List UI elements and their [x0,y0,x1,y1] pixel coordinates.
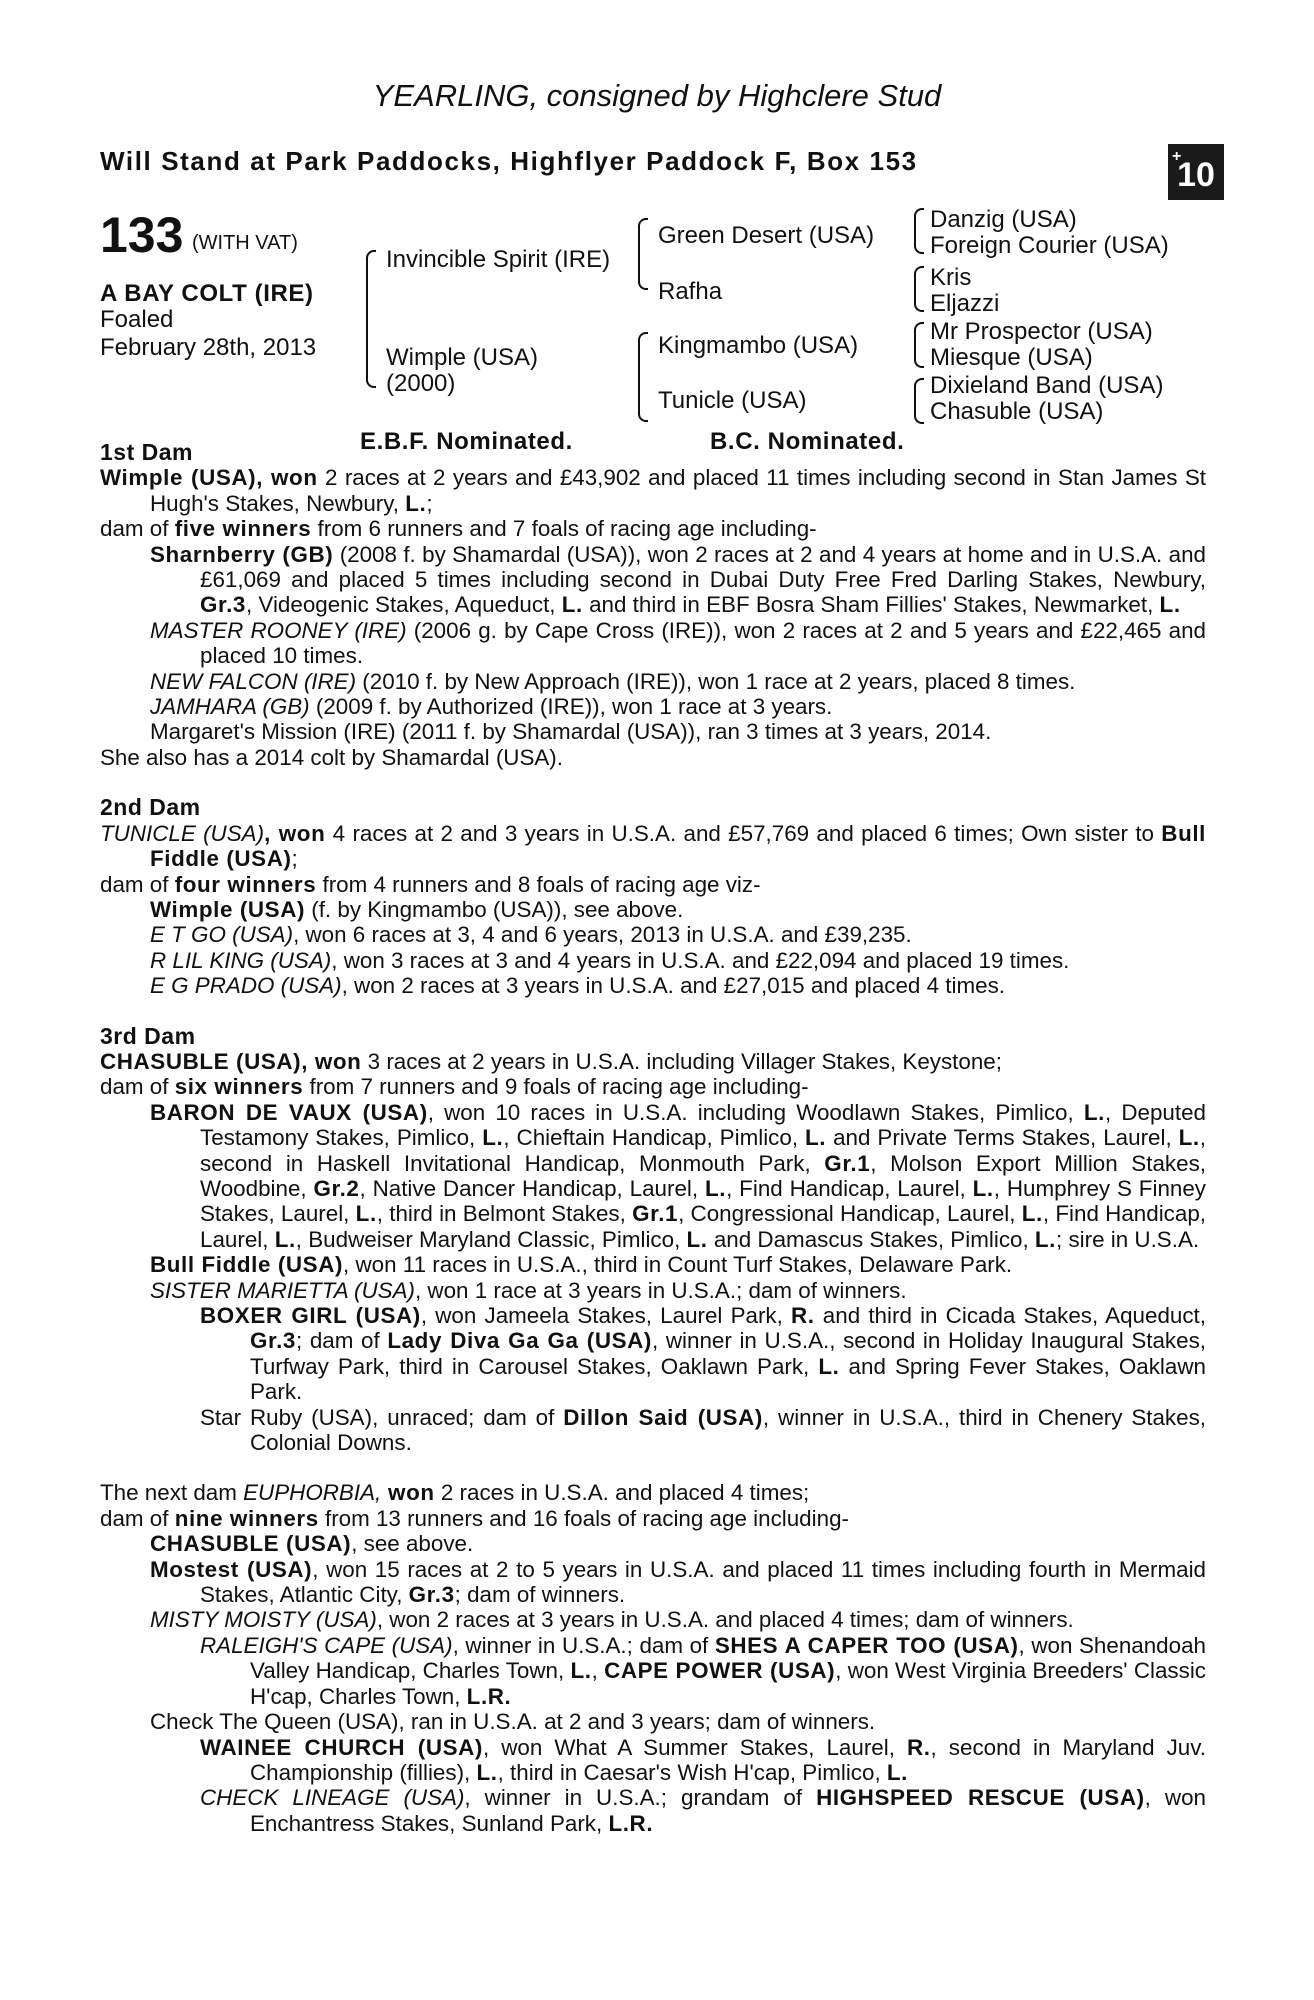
pedigree-sire-sire: Green Desert (USA) [658,222,875,249]
progeny-entry: WAINEE CHURCH (USA), won What A Summer Stakes, Laurel, R., second in Maryland Juv. Championship (fillies), L., third in Caesar's Wish H'cap, Pimlico, L. [200,1734,1206,1785]
progeny-entry: BOXER GIRL (USA), won Jameela Stakes, Laurel Park, R. and third in Cicada Stakes, Aqueduct, Gr.3; dam of Lady Diva Ga Ga (USA), winner in U.S.A., second in Holiday Inaugural Stakes, Turfway Park, third in Carousel Stakes, Oaklawn Park, L. and Spring Fever Stakes, Oaklawn Park. [200,1303,1206,1405]
progeny-entry: Mostest (USA), won 15 races at 2 to 5 years in U.S.A. and placed 11 times including fourth in Mermaid Stakes, Atlantic City, Gr.3; dam of winners. [150,1556,1207,1608]
pedigree-dam-sire: Kingmambo (USA) [658,332,859,359]
progeny-entry: NEW FALCON (IRE) (2010 f. by New Approach (IRE)), won 1 race at 2 years, placed 8 times. [150,668,1076,694]
pedigree-sire-dam: Rafha [658,278,723,305]
horse-name: SHES A CAPER TOO (USA) [714,1632,1019,1658]
bracket-dam-line [638,332,648,422]
section-heading: 2nd Dam [100,794,201,821]
progeny-entry: Wimple (USA) (f. by Kingmambo (USA)), see above. [150,896,684,922]
progeny-entry: MISTY MOISTY (USA), won 2 races at 3 years in U.S.A. and placed 4 times; dam of winners. [150,1607,1074,1633]
progeny-entry: RALEIGH'S CAPE (USA), winner in U.S.A.; dam of SHES A CAPER TOO (USA), won Shenandoah Valley Handicap, Charles Town, L., CAPE POWER (USA), won West Virginia Breeders' Classic H'cap, Charles Town, L.R. [200,1632,1206,1709]
won-label: , won [264,820,326,846]
horse-name: TUNICLE (USA) [100,820,265,846]
logo-text: 10 [1177,156,1215,194]
progeny-entry: Star Ruby (USA), unraced; dam of Dillon Said (USA), winner in U.S.A., third in Chenery Stakes, Colonial Downs. [200,1404,1206,1456]
progeny-entry: CHECK LINEAGE (USA), winner in U.S.A.; grandam of HIGHSPEED RESCUE (USA), won Enchantress Stakes, Sunland Park, L.R. [200,1785,1206,1836]
horse-name: MASTER ROONEY (IRE) [150,617,407,643]
progeny-entry: MASTER ROONEY (IRE) (2006 g. by Cape Cross (IRE)), won 2 races at 2 and 5 years and £22,465 and placed 10 times. [150,617,1207,669]
dam-record: The next dam EUPHORBIA, won 2 races in U.S.A. and placed 4 times; [100,1480,810,1506]
progeny-entry: BARON DE VAUX (USA), won 10 races in U.S.A. including Woodlawn Stakes, Pimlico, L., Deputed Testamony Stakes, Pimlico, L., Chieftain Handicap, Pimlico, L. and Private Terms Stakes, Laurel, L., second in Haskell Invitational Handicap, Monmouth Park, Gr.1, Molson Export Million Stakes, Woodbine, Gr.2, Native Dancer Handicap, Laurel, L., Find Handicap, Laurel, L., Humphrey S Finney Stakes, Laurel, L., third in Belmont Stakes, Gr.1, Congressional Handicap, Laurel, L., Find Handicap, Laurel, L., Budweiser Maryland Classic, Pimlico, L. and Damascus Stakes, Pimlico, L.; sire in U.S.A. [150,1099,1206,1252]
horse-name: E G PRADO (USA) [150,973,342,999]
pedigree-gg: Kris [930,264,972,291]
section-heading: 1st Dam [100,439,193,465]
lot-description: A BAY COLT (IRE) [100,280,314,307]
pedigree-dam-dam: Tunicle (USA) [658,387,807,414]
winners-count: five winners [174,516,312,542]
horse-name: SISTER MARIETTA (USA) [150,1277,415,1303]
won-label: , won [256,465,318,491]
progeny-entry: E T GO (USA), won 6 races at 3, 4 and 6 years, 2013 in U.S.A. and £39,235. [150,922,912,948]
dam-record: Wimple (USA), won 2 races at 2 years and £43,902 and placed 11 times including second in Stan James St Hugh's Stakes, Newbury, L.; [100,465,1206,516]
grade: L. [405,490,427,516]
grade: L. [561,592,583,618]
pedigree-gg: Eljazzi [930,290,1000,317]
won-label: , won [301,1048,362,1074]
pedigree-gg: Chasuble (USA) [930,398,1104,425]
horse-name: CHASUBLE (USA) [100,1048,302,1074]
bracket-gg3 [914,322,924,368]
horse-name: Wimple (USA) [150,896,306,922]
pedigree-dam: Wimple (USA) [386,344,539,371]
winners-count: four winners [174,871,317,897]
bracket-gg4 [914,378,924,424]
horse-name: CAPE POWER (USA) [604,1658,836,1684]
horse-name: EUPHORBIA, [243,1480,382,1506]
dam-summary: dam of five winners from 6 runners and 7 foals of racing age including- [100,516,817,542]
winners-count: nine winners [174,1505,319,1531]
horse-name: BOXER GIRL (USA) [200,1303,421,1328]
horse-name: Sharnberry (GB) [150,541,334,567]
horse-name: R LIL KING (USA) [150,947,332,973]
foaled-date: February 28th, 2013 [100,334,317,361]
progeny-entry: R LIL KING (USA), won 3 races at 3 and 4 years in U.S.A. and £22,094 and placed 19 times. [150,947,1070,973]
bc-nominated: B.C. Nominated. [710,428,905,455]
progeny-entry: CHASUBLE (USA), see above. [150,1531,474,1557]
grade: L. [1159,592,1181,618]
progeny-note: She also has a 2014 colt by Shamardal (USA). [100,744,563,770]
pedigree-dam-year: (2000) [386,370,456,397]
bracket-gg2 [914,266,924,312]
horse-name: BARON DE VAUX (USA) [150,1099,428,1125]
progeny-entry: Sharnberry (GB) (2008 f. by Shamardal (USA)), won 2 races at 2 and 4 years at home and in U.S.A. and £61,069 and placed 5 times including second in Dubai Duty Free Fred Darling Stakes, Newbury, Gr.3, Videogenic Stakes, Aqueduct, L. and third in EBF Bosra Sham Fillies' Stakes, Newmarket, L. [150,541,1206,618]
rating-logo [1168,144,1224,200]
progeny-entry: SISTER MARIETTA (USA), won 1 race at 3 years in U.S.A.; dam of winners. [150,1277,907,1303]
bracket-sire-dam [366,250,376,388]
pedigree-gg: Miesque (USA) [930,344,1093,371]
horse-name: Dillon Said (USA) [563,1404,763,1430]
pedigree-gg: Danzig (USA) [930,206,1077,233]
won-label: won [381,1480,435,1506]
ebf-nominated: E.B.F. Nominated. [360,428,573,455]
progeny-entry: JAMHARA (GB) (2009 f. by Authorized (IRE)), won 1 race at 3 years. [150,694,833,720]
horse-name: Lady Diva Ga Ga (USA) [387,1328,652,1354]
lot-vat: (WITH VAT) [192,232,298,254]
horse-name: CHASUBLE (USA) [150,1531,352,1557]
dam-record: TUNICLE (USA), won 4 races at 2 and 3 years in U.S.A. and £57,769 and placed 6 times; Own sister to Bull Fiddle (USA); [100,820,1206,872]
winners-count: six winners [174,1074,304,1100]
horse-name: MISTY MOISTY (USA) [150,1607,377,1633]
horse-name: RALEIGH'S CAPE (USA) [200,1632,453,1658]
progeny-entry: Check The Queen (USA), ran in U.S.A. at 2 and 3 years; dam of winners. [150,1709,876,1735]
grade: Gr.3 [200,592,246,618]
pedigree-gg: Dixieland Band (USA) [930,372,1164,399]
horse-name: E T GO (USA) [150,922,294,948]
dam-summary: dam of four winners from 4 runners and 8 foals of racing age viz- [100,871,761,897]
horse-name: HIGHSPEED RESCUE (USA) [816,1785,1145,1811]
dam-summary: dam of nine winners from 13 runners and 16 foals of racing age including- [100,1505,849,1531]
horse-name: Wimple (USA) [100,465,257,491]
horse-name: WAINEE CHURCH (USA) [200,1734,483,1760]
horse-name: Bull Fiddle (USA) [150,820,1206,872]
page-header: YEARLING, consigned by Highclere Stud [372,78,942,113]
lot-number: 133 [100,207,184,263]
progeny-entry: Margaret's Mission (IRE) (2011 f. by Shamardal (USA)), ran 3 times at 3 years, 2014. [150,719,992,745]
stand-location: Will Stand at Park Paddocks, Highflyer Paddock F, Box 153 [100,146,918,176]
horse-name: Bull Fiddle (USA) [150,1252,344,1278]
horse-name: CHECK LINEAGE (USA) [200,1785,465,1811]
bracket-sire-line [638,218,648,290]
foaled-label: Foaled [100,306,174,333]
bracket-gg1 [914,208,924,254]
horse-name: Mostest (USA) [150,1556,313,1582]
dam-summary: dam of six winners from 7 runners and 9 foals of racing age including- [100,1074,809,1100]
progeny-entry: E G PRADO (USA), won 2 races at 3 years in U.S.A. and £27,015 and placed 4 times. [150,973,1005,999]
dam-record: CHASUBLE (USA), won 3 races at 2 years in U.S.A. including Villager Stakes, Keystone; [100,1048,1002,1074]
logo-plus: + [1172,148,1182,165]
section-heading: 3rd Dam [100,1022,196,1049]
horse-name: JAMHARA (GB) [150,694,310,720]
pedigree-sire: Invincible Spirit (IRE) [386,246,611,273]
progeny-entry: Bull Fiddle (USA), won 11 races in U.S.A., third in Count Turf Stakes, Delaware Park. [150,1252,1013,1278]
pedigree-gg: Foreign Courier (USA) [930,232,1169,259]
catalogue-body [100,440,1206,1836]
pedigree-gg: Mr Prospector (USA) [930,318,1153,345]
horse-name: NEW FALCON (IRE) [150,668,357,694]
